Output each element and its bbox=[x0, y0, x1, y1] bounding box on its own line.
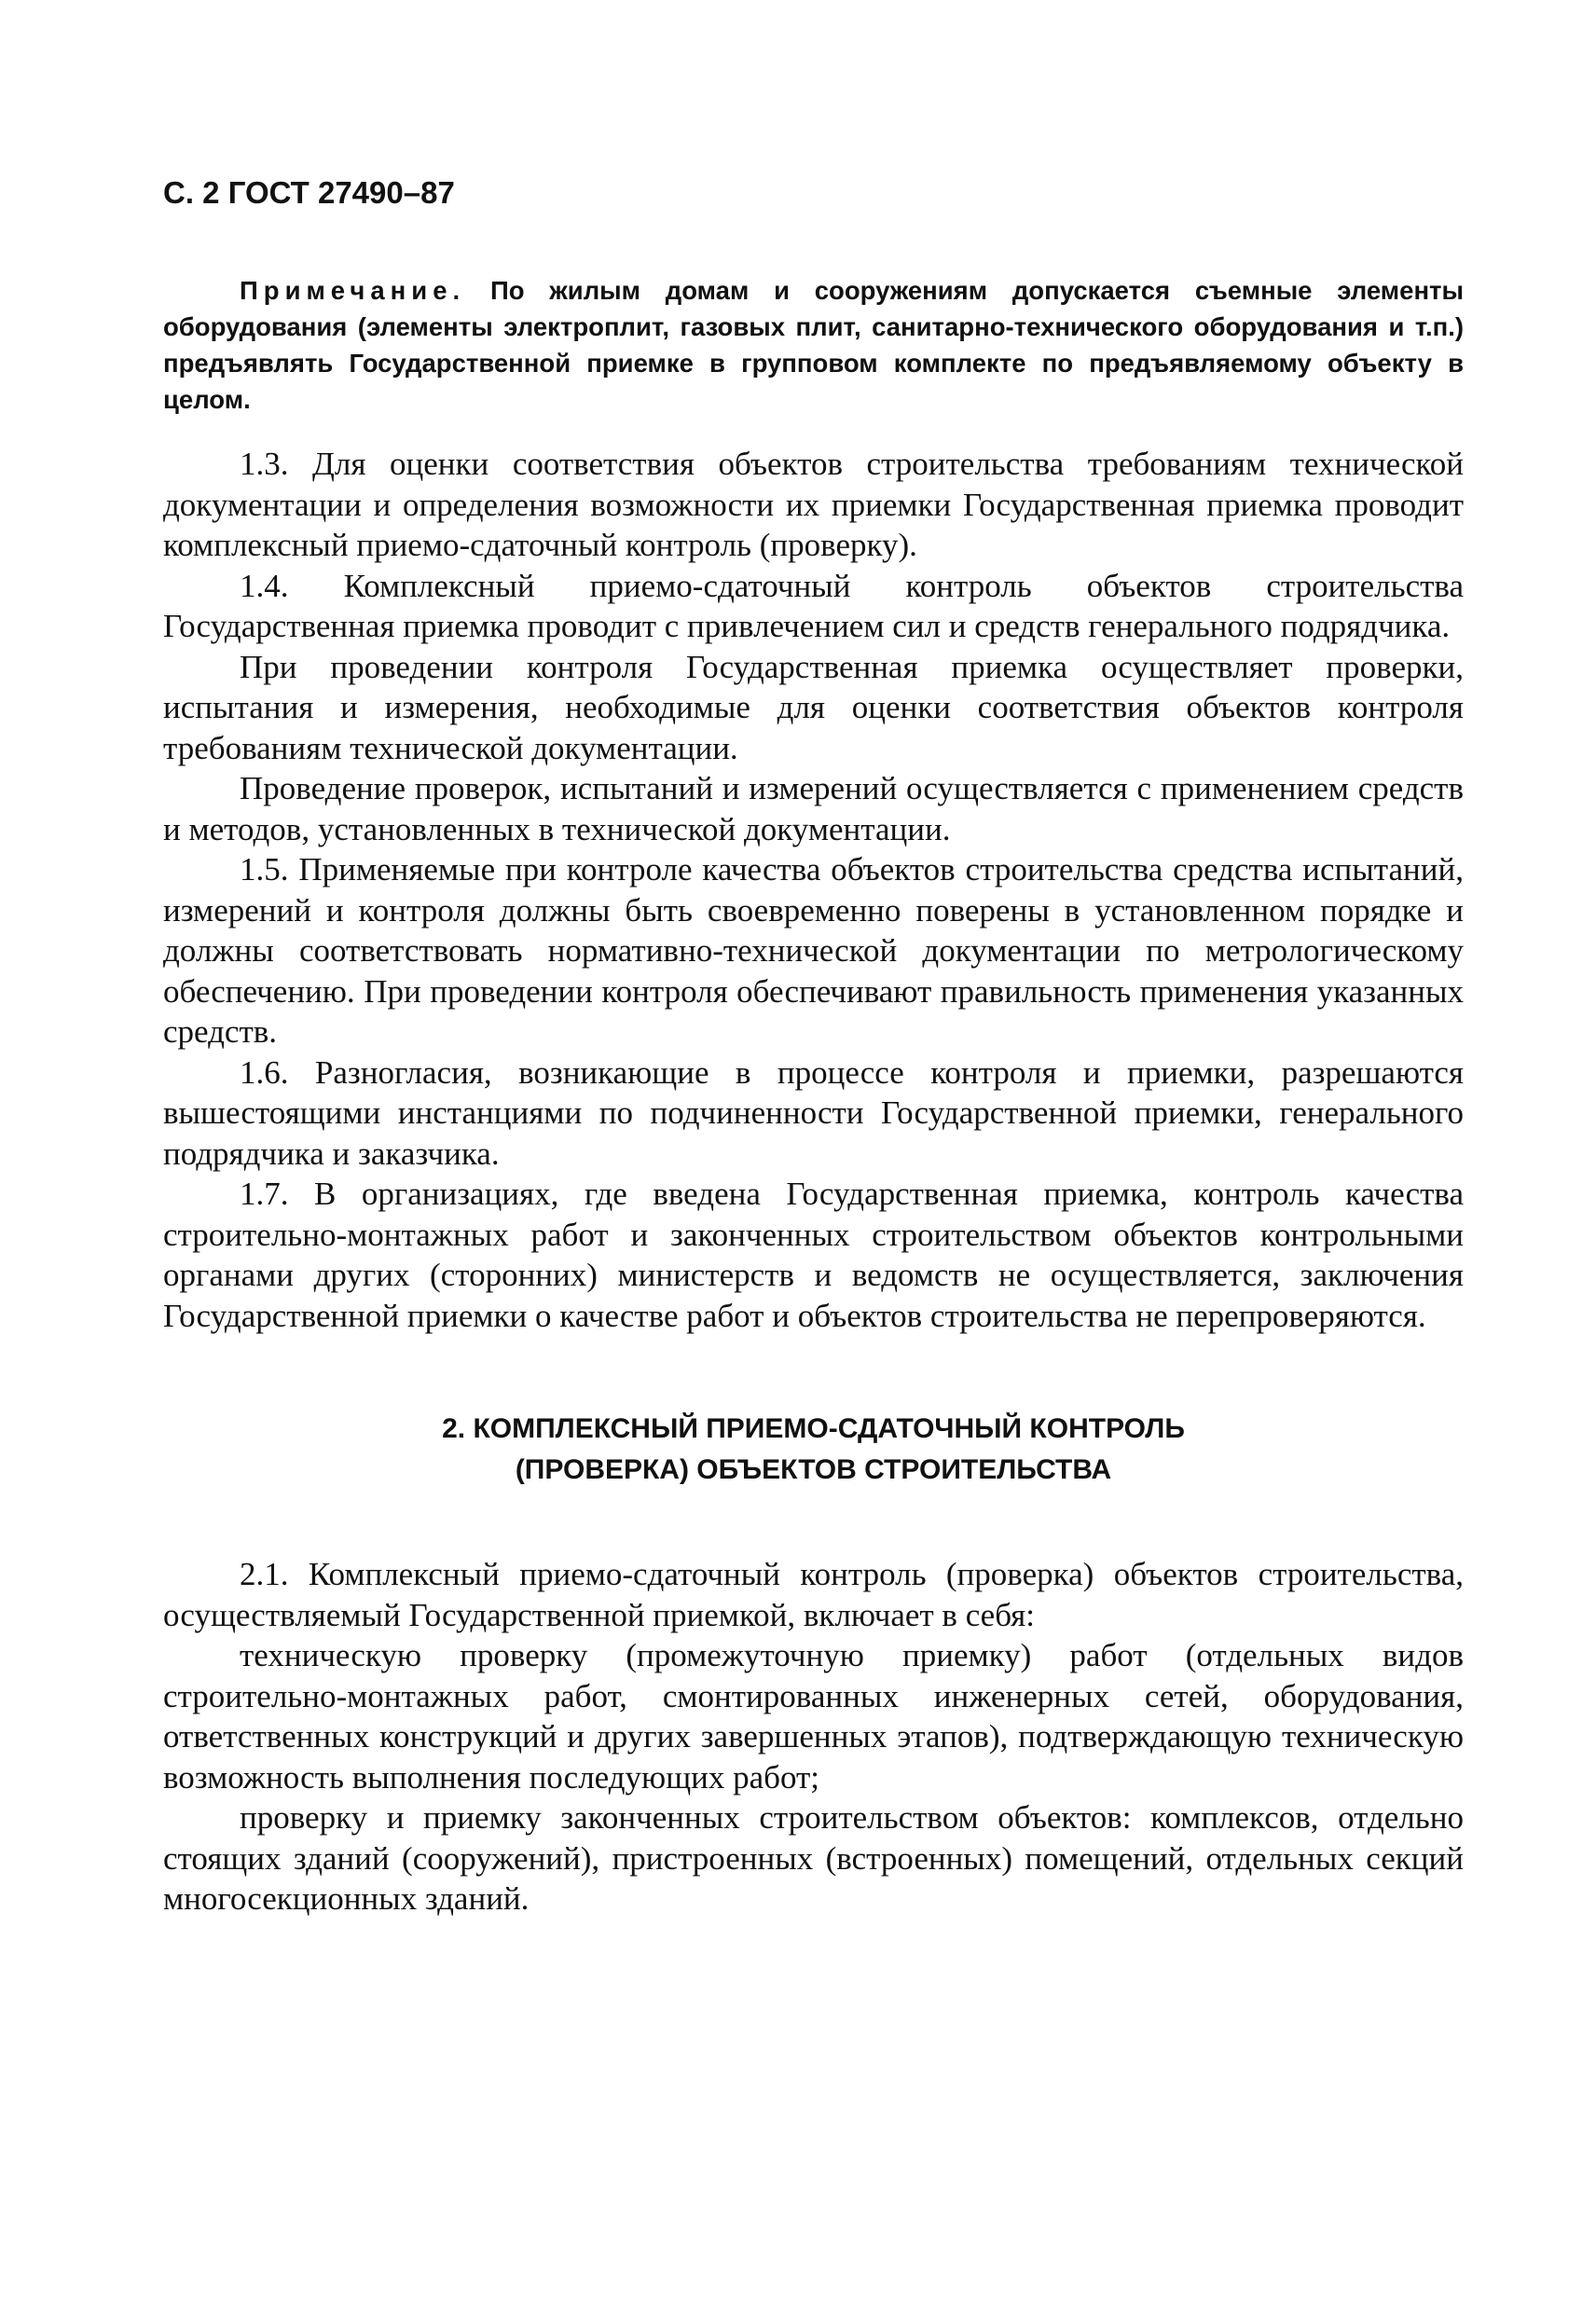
section-title-line-1: 2. КОМПЛЕКСНЫЙ ПРИЕМО-СДАТОЧНЫЙ КОНТРОЛЬ bbox=[442, 1413, 1185, 1444]
note-paragraph bbox=[163, 272, 1464, 418]
paragraph-1-6: 1.6. Разногласия, возникающие в процессе контроля и приемки, разрешаются вышестоящими инстанциями по подчиненности Государственной приемки, генерального подрядчика и заказчика. bbox=[163, 1053, 1464, 1172]
paragraph-1-4: 1.4. Комплексный приемо-сдаточный контроль объектов строительства Государственная приемка проводит с привлечением сил и средств генерального подрядчика. bbox=[163, 567, 1464, 644]
paragraph-acceptance: проверку и приемку законченных строительством объектов: комплексов, отдельно стоящих зданий (сооружений), пристроенных (встроенных) помещений, отдельных секций многосекционных зданий. bbox=[163, 1799, 1464, 1917]
paragraph-technical-check: техническую проверку (промежуточную приемку) работ (отдельных видов строительно-монтажных работ, смонтированных инженерных сетей, оборудования, ответственных конструкций и других завершенных этапов), подтверждающую техническую возможность выполнения последующих работ; bbox=[163, 1637, 1464, 1796]
paragraph-1-5: 1.5. Применяемые при контроле качества объектов строительства средства испытаний, измерений и контроля должны быть своевременно поверены в установленном порядке и должны соответствовать нормативно-технической документации по метрологическому обеспечению. При проведении контроля обеспечивают правильность применения указанных средств. bbox=[163, 851, 1464, 1050]
note-text: По жилым домам и сооружениям допускается съемные элементы оборудования (элементы электроплит, газовых плит, санитарно-технического оборудования и т.п.) предъявлять Государственной приемке в групповом комплекте по предъявляемому объекту в целом. bbox=[163, 276, 1465, 414]
note-label: Примечание. bbox=[240, 276, 466, 305]
page-header: С. 2 ГОСТ 27490–87 bbox=[163, 175, 455, 210]
paragraph-control: При проведении контроля Государственная приемка осуществляет проверки, испытания и измерения, необходимые для оценки соответствия объектов контроля требованиям технической документации. bbox=[163, 648, 1464, 766]
paragraph-methods: Проведение проверок, испытаний и измерений осуществляется с применением средств и методов, установленных в технической документации. bbox=[163, 770, 1464, 847]
paragraph-1-7: 1.7. В организациях, где введена Государственная приемка, контроль качества строительно-монтажных работ и законченных строительством объектов контрольными органами других (сторонних) министерств и ведомств не осуществляется, заключения Государственной приемки о качестве работ и объектов строительства не перепроверяются. bbox=[163, 1176, 1464, 1334]
paragraph-1-3: 1.3. Для оценки соответствия объектов строительства требованиям технической документации и определения возможности их приемки Государственная приемка проводит комплексный приемо-сдаточный контроль (проверку). bbox=[163, 446, 1464, 563]
paragraph-2-1: 2.1. Комплексный приемо-сдаточный контроль (проверка) объектов строительства, осуществляемый Государственной приемкой, включает в себя: bbox=[163, 1556, 1464, 1633]
section-title-line-2: (ПРОВЕРКА) ОБЪЕКТОВ СТРОИТЕЛЬСТВА bbox=[515, 1454, 1112, 1485]
document-page bbox=[163, 175, 1464, 1920]
section-title bbox=[163, 1409, 1464, 1491]
